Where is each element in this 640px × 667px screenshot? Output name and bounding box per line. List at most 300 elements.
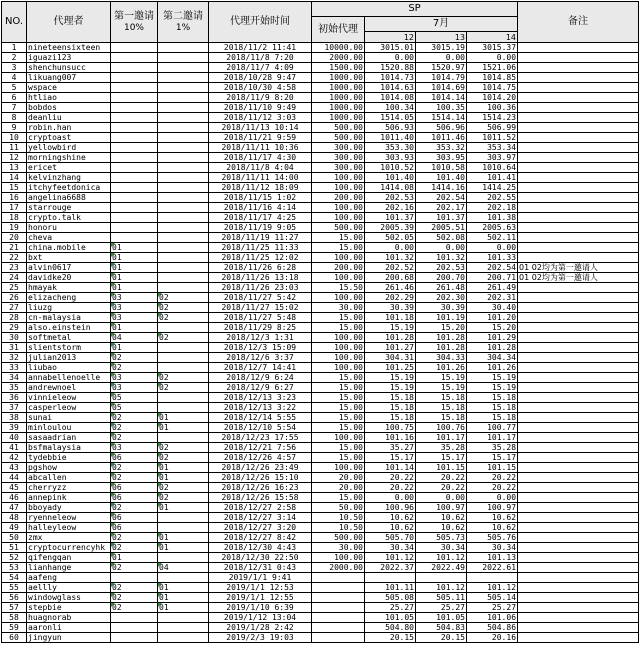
cell-second-invite[interactable]	[158, 323, 209, 333]
cell-day-14[interactable]: 505.14	[467, 593, 518, 603]
cell-remarks[interactable]	[518, 383, 639, 393]
cell-day-13[interactable]: 101.28	[416, 343, 467, 353]
cell-first-invite[interactable]: 01	[111, 553, 158, 563]
cell-no[interactable]: 57	[2, 603, 27, 613]
cell-second-invite[interactable]	[158, 143, 209, 153]
cell-day-14[interactable]: 3015.37	[467, 43, 518, 53]
cell-day-13[interactable]: 101.15	[416, 463, 467, 473]
cell-initial-agent[interactable]: 15.00	[312, 403, 365, 413]
cell-agent[interactable]: windowglass	[27, 593, 111, 603]
cell-day-12[interactable]: 502.05	[365, 233, 416, 243]
cell-second-invite[interactable]	[158, 233, 209, 243]
cell-day-14[interactable]: 20.16	[467, 633, 518, 643]
cell-second-invite[interactable]	[158, 213, 209, 223]
cell-initial-agent[interactable]: 15.00	[312, 233, 365, 243]
cell-remarks[interactable]	[518, 303, 639, 313]
cell-remarks[interactable]	[518, 153, 639, 163]
cell-agent[interactable]: aafeng	[27, 573, 111, 583]
cell-start-time[interactable]: 2018/11/11 14:00	[209, 173, 312, 183]
cell-agent[interactable]: ericet	[27, 163, 111, 173]
cell-day-13[interactable]: 502.08	[416, 233, 467, 243]
cell-no[interactable]: 46	[2, 493, 27, 503]
cell-no[interactable]: 48	[2, 513, 27, 523]
cell-remarks[interactable]	[518, 493, 639, 503]
cell-day-13[interactable]: 2005.51	[416, 223, 467, 233]
cell-day-12[interactable]: 101.40	[365, 173, 416, 183]
cell-initial-agent[interactable]: 15.00	[312, 373, 365, 383]
cell-day-13[interactable]: 0.00	[416, 493, 467, 503]
cell-initial-agent[interactable]: 100.00	[312, 273, 365, 283]
cell-first-invite[interactable]: 02	[111, 363, 158, 373]
cell-day-13[interactable]: 20.22	[416, 483, 467, 493]
cell-no[interactable]: 14	[2, 173, 27, 183]
cell-start-time[interactable]: 2018/11/9 8:20	[209, 93, 312, 103]
cell-day-12[interactable]: 353.30	[365, 143, 416, 153]
cell-remarks[interactable]	[518, 283, 639, 293]
cell-agent[interactable]: nineteensixteen	[27, 43, 111, 53]
cell-initial-agent[interactable]: 15.00	[312, 243, 365, 253]
cell-remarks[interactable]	[518, 73, 639, 83]
cell-remarks[interactable]	[518, 353, 639, 363]
cell-initial-agent[interactable]: 200.00	[312, 193, 365, 203]
cell-day-13[interactable]: 1014.14	[416, 93, 467, 103]
cell-initial-agent[interactable]	[312, 573, 365, 583]
cell-start-time[interactable]: 2018/11/17 4:25	[209, 213, 312, 223]
cell-first-invite[interactable]	[111, 153, 158, 163]
cell-remarks[interactable]	[518, 333, 639, 343]
cell-day-12[interactable]: 304.31	[365, 353, 416, 363]
cell-agent[interactable]: angelina6688	[27, 193, 111, 203]
cell-initial-agent[interactable]: 100.00	[312, 463, 365, 473]
cell-start-time[interactable]: 2018/12/7 14:41	[209, 363, 312, 373]
cell-initial-agent[interactable]: 10000.00	[312, 43, 365, 53]
cell-day-14[interactable]: 502.11	[467, 233, 518, 243]
cell-second-invite[interactable]	[158, 173, 209, 183]
cell-day-14[interactable]: 202.31	[467, 293, 518, 303]
cell-day-13[interactable]: 15.17	[416, 453, 467, 463]
cell-initial-agent[interactable]: 15.00	[312, 313, 365, 323]
cell-day-14[interactable]: 1414.25	[467, 183, 518, 193]
cell-agent[interactable]: pgshow	[27, 463, 111, 473]
cell-agent[interactable]: hmayak	[27, 283, 111, 293]
cell-first-invite[interactable]	[111, 213, 158, 223]
cell-day-12[interactable]: 20.22	[365, 483, 416, 493]
cell-first-invite[interactable]: 01	[111, 283, 158, 293]
cell-start-time[interactable]: 2018/12/3 15:09	[209, 343, 312, 353]
cell-second-invite[interactable]	[158, 83, 209, 93]
cell-day-13[interactable]: 10.62	[416, 513, 467, 523]
cell-day-14[interactable]: 15.18	[467, 403, 518, 413]
cell-day-12[interactable]: 505.70	[365, 533, 416, 543]
cell-start-time[interactable]: 2018/11/25 12:02	[209, 253, 312, 263]
cell-no[interactable]: 17	[2, 203, 27, 213]
cell-no[interactable]: 44	[2, 473, 27, 483]
cell-day-12[interactable]: 101.05	[365, 613, 416, 623]
cell-remarks[interactable]	[518, 133, 639, 143]
cell-day-14[interactable]: 101.13	[467, 553, 518, 563]
cell-start-time[interactable]: 2018/12/27 8:42	[209, 533, 312, 543]
cell-day-12[interactable]: 15.19	[365, 383, 416, 393]
cell-first-invite[interactable]: 06	[111, 483, 158, 493]
cell-day-12[interactable]: 101.32	[365, 253, 416, 263]
cell-initial-agent[interactable]	[312, 623, 365, 633]
cell-day-13[interactable]: 1414.16	[416, 183, 467, 193]
cell-first-invite[interactable]	[111, 93, 158, 103]
cell-second-invite[interactable]	[158, 103, 209, 113]
cell-day-14[interactable]: 101.33	[467, 253, 518, 263]
cell-start-time[interactable]: 2018/12/13 3:23	[209, 393, 312, 403]
cell-no[interactable]: 34	[2, 373, 27, 383]
cell-day-14[interactable]: 15.19	[467, 373, 518, 383]
cell-day-13[interactable]: 35.28	[416, 443, 467, 453]
cell-first-invite[interactable]	[111, 183, 158, 193]
cell-remarks[interactable]	[518, 463, 639, 473]
cell-agent[interactable]: lianhange	[27, 563, 111, 573]
cell-second-invite[interactable]	[158, 613, 209, 623]
cell-remarks[interactable]	[518, 203, 639, 213]
cell-day-14[interactable]: 15.17	[467, 453, 518, 463]
cell-day-12[interactable]: 100.34	[365, 103, 416, 113]
cell-day-12[interactable]	[365, 573, 416, 583]
cell-start-time[interactable]: 2018/11/7 4:09	[209, 63, 312, 73]
cell-day-14[interactable]: 504.86	[467, 623, 518, 633]
cell-first-invite[interactable]: 01	[111, 253, 158, 263]
cell-no[interactable]: 55	[2, 583, 27, 593]
cell-day-12[interactable]: 100.75	[365, 423, 416, 433]
cell-day-14[interactable]: 101.20	[467, 313, 518, 323]
cell-initial-agent[interactable]: 15.00	[312, 393, 365, 403]
cell-agent[interactable]: annepink	[27, 493, 111, 503]
cell-day-12[interactable]: 0.00	[365, 243, 416, 253]
cell-day-14[interactable]: 1514.23	[467, 113, 518, 123]
cell-remarks[interactable]	[518, 293, 639, 303]
cell-agent[interactable]: tydebbie	[27, 453, 111, 463]
cell-start-time[interactable]: 2018/11/8 7:20	[209, 53, 312, 63]
cell-remarks[interactable]	[518, 53, 639, 63]
cell-no[interactable]: 13	[2, 163, 27, 173]
cell-second-invite[interactable]	[158, 43, 209, 53]
cell-agent[interactable]: crypto.talk	[27, 213, 111, 223]
cell-agent[interactable]: starrouge	[27, 203, 111, 213]
cell-day-12[interactable]: 15.18	[365, 413, 416, 423]
cell-start-time[interactable]: 2018/11/13 10:14	[209, 123, 312, 133]
cell-first-invite[interactable]: 03	[111, 313, 158, 323]
cell-day-13[interactable]: 2022.49	[416, 563, 467, 573]
cell-initial-agent[interactable]: 100.00	[312, 183, 365, 193]
cell-day-13[interactable]: 100.35	[416, 103, 467, 113]
cell-second-invite[interactable]	[158, 93, 209, 103]
cell-no[interactable]: 29	[2, 323, 27, 333]
cell-day-14[interactable]: 10.62	[467, 523, 518, 533]
cell-first-invite[interactable]: 01	[111, 263, 158, 273]
cell-initial-agent[interactable]: 15.00	[312, 323, 365, 333]
cell-start-time[interactable]: 2018/12/27 3:20	[209, 523, 312, 533]
cell-start-time[interactable]: 2018/11/26 13:18	[209, 273, 312, 283]
cell-second-invite[interactable]	[158, 363, 209, 373]
cell-remarks[interactable]	[518, 103, 639, 113]
cell-no[interactable]: 52	[2, 553, 27, 563]
cell-start-time[interactable]: 2018/12/31 0:43	[209, 563, 312, 573]
cell-day-13[interactable]: 15.18	[416, 413, 467, 423]
cell-remarks[interactable]	[518, 93, 639, 103]
cell-first-invite[interactable]: 06	[111, 493, 158, 503]
cell-initial-agent[interactable]: 300.00	[312, 163, 365, 173]
cell-agent[interactable]: morningshine	[27, 153, 111, 163]
cell-start-time[interactable]: 2019/2/3 19:03	[209, 633, 312, 643]
cell-second-invite[interactable]	[158, 403, 209, 413]
cell-day-12[interactable]: 101.37	[365, 213, 416, 223]
cell-agent[interactable]: cryptocurrencyhk	[27, 543, 111, 553]
cell-second-invite[interactable]: 02	[158, 303, 209, 313]
cell-day-12[interactable]: 0.00	[365, 493, 416, 503]
cell-day-13[interactable]: 30.39	[416, 303, 467, 313]
cell-second-invite[interactable]	[158, 253, 209, 263]
cell-agent[interactable]: sunai	[27, 413, 111, 423]
cell-second-invite[interactable]	[158, 193, 209, 203]
cell-agent[interactable]: kelvinzhang	[27, 173, 111, 183]
cell-no[interactable]: 11	[2, 143, 27, 153]
cell-day-14[interactable]: 101.15	[467, 463, 518, 473]
cell-day-14[interactable]: 202.18	[467, 203, 518, 213]
cell-remarks[interactable]	[518, 553, 639, 563]
cell-remarks[interactable]	[518, 233, 639, 243]
cell-remarks[interactable]	[518, 433, 639, 443]
cell-remarks[interactable]	[518, 603, 639, 613]
cell-first-invite[interactable]	[111, 613, 158, 623]
cell-initial-agent[interactable]: 100.00	[312, 553, 365, 563]
cell-agent[interactable]: huagnorab	[27, 613, 111, 623]
cell-second-invite[interactable]: 01	[158, 463, 209, 473]
cell-initial-agent[interactable]: 1500.00	[312, 63, 365, 73]
cell-no[interactable]: 39	[2, 423, 27, 433]
cell-initial-agent[interactable]: 15.00	[312, 453, 365, 463]
cell-first-invite[interactable]: 02	[111, 563, 158, 573]
cell-first-invite[interactable]	[111, 53, 158, 63]
cell-day-14[interactable]: 15.18	[467, 413, 518, 423]
cell-initial-agent[interactable]: 100.00	[312, 203, 365, 213]
cell-day-14[interactable]	[467, 573, 518, 583]
cell-no[interactable]: 51	[2, 543, 27, 553]
cell-day-14[interactable]: 15.18	[467, 393, 518, 403]
cell-start-time[interactable]: 2019/1/1 12:55	[209, 593, 312, 603]
cell-no[interactable]: 41	[2, 443, 27, 453]
cell-day-12[interactable]: 504.80	[365, 623, 416, 633]
cell-agent[interactable]: wspace	[27, 83, 111, 93]
cell-day-13[interactable]: 1014.69	[416, 83, 467, 93]
cell-first-invite[interactable]	[111, 203, 158, 213]
cell-remarks[interactable]	[518, 373, 639, 383]
cell-initial-agent[interactable]: 100.00	[312, 213, 365, 223]
cell-initial-agent[interactable]: 20.00	[312, 473, 365, 483]
cell-day-12[interactable]: 1010.52	[365, 163, 416, 173]
cell-day-13[interactable]: 101.40	[416, 173, 467, 183]
cell-second-invite[interactable]	[158, 623, 209, 633]
cell-day-13[interactable]: 101.28	[416, 333, 467, 343]
cell-day-13[interactable]: 15.18	[416, 393, 467, 403]
cell-second-invite[interactable]	[158, 63, 209, 73]
cell-agent[interactable]: annabellenoelle	[27, 373, 111, 383]
cell-second-invite[interactable]	[158, 113, 209, 123]
cell-day-13[interactable]: 15.18	[416, 403, 467, 413]
cell-initial-agent[interactable]	[312, 593, 365, 603]
cell-day-12[interactable]: 101.18	[365, 313, 416, 323]
cell-day-12[interactable]: 101.16	[365, 433, 416, 443]
cell-agent[interactable]: alvin0617	[27, 263, 111, 273]
cell-remarks[interactable]	[518, 83, 639, 93]
cell-second-invite[interactable]: 02	[158, 373, 209, 383]
cell-remarks[interactable]	[518, 393, 639, 403]
cell-day-12[interactable]: 2022.37	[365, 563, 416, 573]
cell-no[interactable]: 59	[2, 623, 27, 633]
cell-remarks[interactable]	[518, 243, 639, 253]
cell-no[interactable]: 8	[2, 113, 27, 123]
cell-remarks[interactable]	[518, 363, 639, 373]
cell-start-time[interactable]: 2019/1/28 2:42	[209, 623, 312, 633]
cell-second-invite[interactable]: 02	[158, 483, 209, 493]
cell-second-invite[interactable]: 02	[158, 293, 209, 303]
cell-agent[interactable]: htliao	[27, 93, 111, 103]
cell-no[interactable]: 16	[2, 193, 27, 203]
cell-second-invite[interactable]	[158, 523, 209, 533]
cell-day-12[interactable]: 506.93	[365, 123, 416, 133]
cell-initial-agent[interactable]: 30.00	[312, 543, 365, 553]
cell-remarks[interactable]	[518, 313, 639, 323]
cell-remarks[interactable]	[518, 593, 639, 603]
cell-remarks[interactable]	[518, 613, 639, 623]
cell-remarks[interactable]	[518, 483, 639, 493]
cell-first-invite[interactable]: 02	[111, 353, 158, 363]
cell-second-invite[interactable]	[158, 73, 209, 83]
cell-second-invite[interactable]	[158, 203, 209, 213]
cell-agent[interactable]: minloulou	[27, 423, 111, 433]
cell-first-invite[interactable]: 02	[111, 413, 158, 423]
cell-start-time[interactable]: 2018/12/30 4:43	[209, 543, 312, 553]
cell-agent[interactable]: slientstorm	[27, 343, 111, 353]
cell-no[interactable]: 38	[2, 413, 27, 423]
cell-start-time[interactable]: 2018/10/28 9:47	[209, 73, 312, 83]
cell-second-invite[interactable]	[158, 393, 209, 403]
cell-first-invite[interactable]: 06	[111, 523, 158, 533]
cell-second-invite[interactable]	[158, 123, 209, 133]
cell-initial-agent[interactable]: 1000.00	[312, 113, 365, 123]
cell-first-invite[interactable]: 03	[111, 373, 158, 383]
cell-day-13[interactable]: 15.19	[416, 383, 467, 393]
cell-day-12[interactable]: 3015.01	[365, 43, 416, 53]
cell-no[interactable]: 40	[2, 433, 27, 443]
cell-second-invite[interactable]: 02	[158, 493, 209, 503]
cell-start-time[interactable]: 2018/11/26 23:03	[209, 283, 312, 293]
cell-day-14[interactable]: 303.97	[467, 153, 518, 163]
cell-day-14[interactable]: 0.00	[467, 243, 518, 253]
cell-first-invite[interactable]: 02	[111, 423, 158, 433]
cell-day-12[interactable]: 101.12	[365, 553, 416, 563]
cell-day-14[interactable]: 200.71	[467, 273, 518, 283]
cell-start-time[interactable]: 2018/12/9 6:27	[209, 383, 312, 393]
cell-first-invite[interactable]	[111, 143, 158, 153]
cell-initial-agent[interactable]: 100.00	[312, 253, 365, 263]
cell-start-time[interactable]: 2019/1/12 13:04	[209, 613, 312, 623]
cell-day-12[interactable]: 101.25	[365, 363, 416, 373]
cell-day-13[interactable]: 101.12	[416, 583, 467, 593]
cell-day-14[interactable]: 100.97	[467, 503, 518, 513]
cell-no[interactable]: 12	[2, 153, 27, 163]
cell-first-invite[interactable]	[111, 83, 158, 93]
cell-first-invite[interactable]	[111, 623, 158, 633]
cell-remarks[interactable]	[518, 443, 639, 453]
cell-day-14[interactable]: 35.28	[467, 443, 518, 453]
cell-start-time[interactable]: 2018/11/29 8:25	[209, 323, 312, 333]
cell-initial-agent[interactable]: 500.00	[312, 123, 365, 133]
cell-start-time[interactable]: 2018/12/13 3:22	[209, 403, 312, 413]
cell-remarks[interactable]	[518, 583, 639, 593]
cell-initial-agent[interactable]	[312, 613, 365, 623]
cell-no[interactable]: 53	[2, 563, 27, 573]
cell-day-12[interactable]: 101.14	[365, 463, 416, 473]
cell-first-invite[interactable]: 02	[111, 463, 158, 473]
cell-second-invite[interactable]	[158, 183, 209, 193]
cell-day-12[interactable]: 15.18	[365, 393, 416, 403]
cell-day-14[interactable]: 101.29	[467, 333, 518, 343]
cell-day-12[interactable]: 15.18	[365, 403, 416, 413]
cell-initial-agent[interactable]: 2000.00	[312, 563, 365, 573]
cell-remarks[interactable]	[518, 533, 639, 543]
cell-remarks[interactable]	[518, 123, 639, 133]
cell-first-invite[interactable]	[111, 163, 158, 173]
cell-no[interactable]: 37	[2, 403, 27, 413]
cell-agent[interactable]: aellly	[27, 583, 111, 593]
cell-start-time[interactable]: 2018/12/26 15:10	[209, 473, 312, 483]
cell-day-13[interactable]: 15.20	[416, 323, 467, 333]
cell-day-13[interactable]: 100.97	[416, 503, 467, 513]
cell-day-14[interactable]: 202.54	[467, 263, 518, 273]
cell-day-13[interactable]: 506.96	[416, 123, 467, 133]
cell-first-invite[interactable]	[111, 63, 158, 73]
cell-start-time[interactable]: 2018/11/15 1:02	[209, 193, 312, 203]
cell-day-13[interactable]: 202.54	[416, 193, 467, 203]
cell-start-time[interactable]: 2018/12/23 17:55	[209, 433, 312, 443]
cell-second-invite[interactable]	[158, 283, 209, 293]
cell-agent[interactable]: cherryzz	[27, 483, 111, 493]
cell-no[interactable]: 21	[2, 243, 27, 253]
cell-second-invite[interactable]: 01	[158, 533, 209, 543]
cell-initial-agent[interactable]	[312, 633, 365, 643]
cell-day-12[interactable]: 0.00	[365, 53, 416, 63]
cell-agent[interactable]: liuzg	[27, 303, 111, 313]
cell-initial-agent[interactable]: 1000.00	[312, 93, 365, 103]
cell-first-invite[interactable]: 03	[111, 293, 158, 303]
cell-start-time[interactable]: 2018/12/14 5:55	[209, 413, 312, 423]
cell-remarks[interactable]: 01 02均为第一邀请人	[518, 273, 639, 283]
cell-day-12[interactable]: 20.15	[365, 633, 416, 643]
cell-day-14[interactable]: 10.62	[467, 513, 518, 523]
cell-day-13[interactable]: 505.11	[416, 593, 467, 603]
cell-start-time[interactable]: 2018/12/27 2:58	[209, 503, 312, 513]
cell-no[interactable]: 31	[2, 343, 27, 353]
cell-second-invite[interactable]	[158, 553, 209, 563]
cell-remarks[interactable]	[518, 413, 639, 423]
cell-agent[interactable]: vinnieleow	[27, 393, 111, 403]
cell-first-invite[interactable]	[111, 133, 158, 143]
cell-second-invite[interactable]	[158, 223, 209, 233]
cell-first-invite[interactable]: 02	[111, 503, 158, 513]
cell-remarks[interactable]	[518, 323, 639, 333]
cell-start-time[interactable]: 2018/11/12 18:09	[209, 183, 312, 193]
cell-second-invite[interactable]	[158, 153, 209, 163]
cell-no[interactable]: 4	[2, 73, 27, 83]
cell-no[interactable]: 2	[2, 53, 27, 63]
cell-second-invite[interactable]: 01	[158, 543, 209, 553]
cell-start-time[interactable]: 2018/11/16 4:14	[209, 203, 312, 213]
